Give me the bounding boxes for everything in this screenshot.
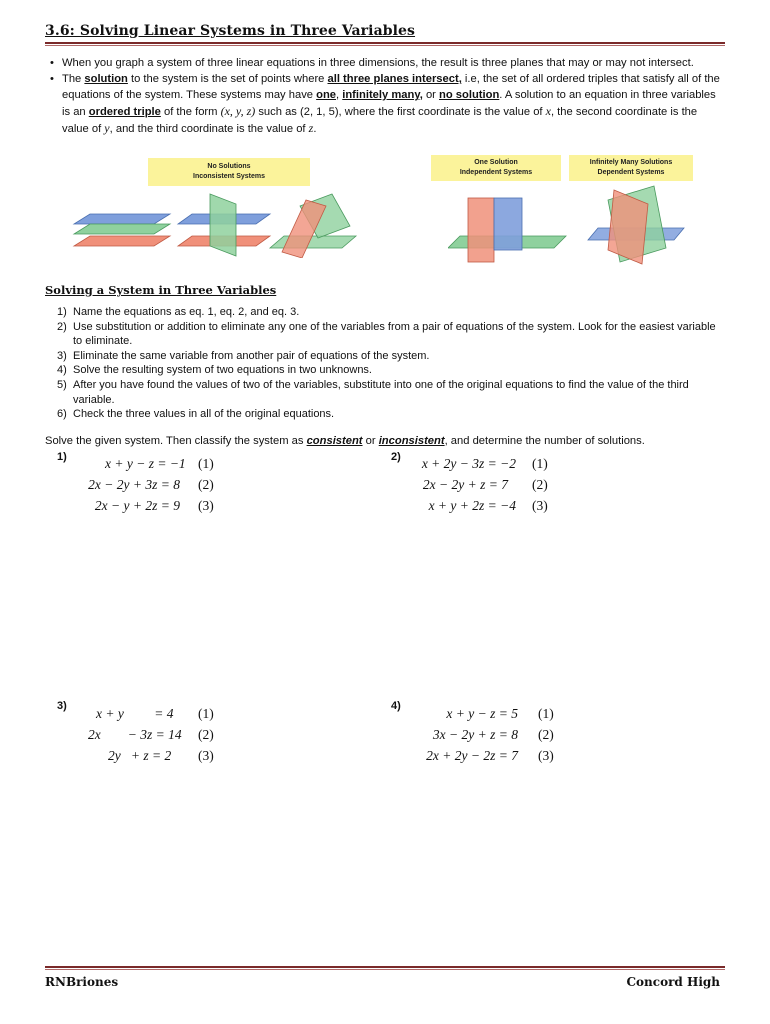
step-item [57, 407, 717, 422]
problem-3-number: 3) [57, 700, 67, 712]
equation: x + 2y − 3z = −2 [421, 456, 516, 471]
problem-3-eq-1 [96, 706, 173, 722]
label-line: No Solutions [207, 163, 251, 170]
section-heading: Solving a System in Three Variables [45, 283, 277, 297]
term-consistent: consistent [306, 435, 363, 447]
math-y: y [104, 121, 110, 135]
step-text: Solve the resulting system of two equations in two unknowns. [73, 364, 372, 377]
equation: x + y + 2z = −4 [428, 498, 516, 513]
parallel-planes-diagram [74, 214, 170, 246]
problem-2-tag-3: (3) [532, 498, 548, 513]
footer-rule [45, 966, 725, 968]
equation: 2x − 3z = 14 [88, 727, 182, 742]
step-text: Use substitution or addition to eliminate any one of the variables from a pair of equations of the system. Look for the easiest variable to eliminate. [73, 320, 716, 348]
text-run: or [422, 89, 440, 101]
term-ordered-triple: ordered triple [88, 106, 161, 118]
step-number: 4) [57, 364, 67, 377]
problem-4-tag-3: (3) [538, 748, 554, 763]
problem-1-eq-3 [90, 498, 180, 514]
problem-2-eq-2 [420, 477, 508, 493]
step-number: 3) [57, 349, 67, 362]
term-all-three-planes: all three planes intersect, [327, 73, 462, 85]
step-text: Check the three values in all of the original equations. [73, 408, 335, 421]
text-run: , and determine the number of solutions. [444, 435, 645, 447]
step-number: 1) [57, 306, 67, 318]
step-item [57, 305, 717, 320]
text-run: to the system is the set of points where [127, 73, 328, 85]
step-text: Eliminate the same variable from another pair of equations of the system. [73, 349, 430, 362]
consistent-planes-diagrams [448, 184, 688, 266]
problem-3-tag-1: (1) [198, 706, 214, 721]
problem-3-tag-2: (2) [198, 727, 214, 742]
term-solution: solution [84, 73, 128, 85]
problem-2-eq-3 [420, 498, 516, 514]
text-run: such as (2, 1, 5), where the first coordinate is the value of [255, 106, 546, 118]
problem-1-tag-1: (1) [198, 456, 214, 471]
problem-1-number: 1) [57, 451, 67, 463]
text-run: The [62, 73, 85, 85]
footer-rule-thin [45, 969, 725, 970]
problem-1-tag-2: (2) [198, 477, 214, 492]
label-line: Inconsistent Systems [193, 173, 265, 180]
text-run: . A solution to an equation in three variables is an [62, 89, 716, 118]
term-no-solution: no solution [439, 89, 500, 101]
page-title: 3.6: Solving Linear Systems in Three Variables [45, 23, 416, 39]
term-one: one [316, 89, 337, 101]
step-item [57, 378, 717, 407]
problem-3-eq-3 [108, 748, 171, 764]
step-item [57, 320, 717, 349]
problem-4-number: 4) [391, 700, 401, 712]
step-number: 6) [57, 408, 67, 421]
text-run: i.e, the set of all ordered triples that satisfy all of the equations of the system. These systems may have [62, 73, 720, 101]
text-run: , and the third coordinate is the value of [109, 123, 309, 135]
term-inconsistent: inconsistent [378, 435, 445, 447]
problem-4-eq-2 [420, 727, 518, 743]
instructions [45, 435, 645, 447]
math-form: (x, y, z) [220, 104, 256, 118]
text-run: Solve the given system. Then classify the system as [45, 435, 307, 447]
header-rule [45, 42, 725, 44]
step-number: 5) [57, 378, 67, 391]
problem-4-tag-1: (1) [538, 706, 554, 721]
problem-2-number: 2) [391, 451, 401, 463]
step-text: Name the equations as eq. 1, eq. 2, and eq. 3. [73, 306, 300, 318]
equation: x + y = 4 [96, 706, 174, 721]
problem-2-eq-1 [420, 456, 516, 472]
math-x: x [545, 104, 551, 118]
intro-bullet-2 [50, 71, 720, 137]
label-line: One Solution [474, 159, 518, 166]
equation: 2x − y + 2z = 9 [94, 498, 180, 513]
text-run: or [362, 435, 379, 447]
equation: 2y + z = 2 [108, 748, 172, 763]
label-line: Infinitely Many Solutions [589, 159, 673, 166]
two-parallel-one-crossing-diagram [178, 194, 270, 256]
problem-3-eq-2 [88, 727, 182, 743]
label-line: Independent Systems [459, 169, 533, 176]
problem-4-tag-2: (2) [538, 727, 554, 742]
text-run: of the form [160, 106, 221, 118]
label-no-solutions [148, 158, 310, 186]
problem-4-eq-3 [418, 748, 518, 764]
footer-school: Concord High [626, 975, 720, 989]
pairwise-intersecting-diagram [270, 194, 356, 258]
equation: 2x − 2y + z = 7 [422, 477, 508, 492]
step-item [57, 363, 717, 378]
equation: x + y − z = 5 [446, 706, 518, 721]
equation: x + y − z = −1 [105, 456, 186, 471]
header-rule-thin [45, 45, 725, 46]
label-one-solution [431, 155, 561, 181]
label-infinite-solutions [569, 155, 693, 181]
text-run: , [336, 89, 343, 101]
problem-2-tag-2: (2) [532, 477, 548, 492]
text-run: . [313, 123, 317, 135]
problem-4-eq-1 [430, 706, 518, 722]
inconsistent-planes-diagrams [70, 186, 370, 258]
footer-author: RNBriones [45, 975, 119, 989]
intro-bullet-1: • When you graph a system of three linear equations in three dimensions, the result is three planes that may or may not intersect. [50, 55, 720, 71]
equation: 3x − 2y + z = 8 [432, 727, 518, 742]
term-infinitely-many: infinitely many, [342, 89, 423, 101]
math-z: z [308, 121, 314, 135]
infinite-solutions-diagram [588, 186, 684, 264]
step-text: After you have found the values of two of the variables, substitute into one of the original equations to find the value of the third variable. [73, 378, 689, 406]
step-item [57, 349, 717, 364]
steps-list [57, 305, 717, 422]
problem-1-eq-2 [88, 477, 180, 493]
problem-1-tag-3: (3) [198, 498, 214, 513]
equation: 2x + 2y − 2z = 7 [426, 748, 518, 763]
one-solution-diagram [448, 198, 566, 262]
problem-2-tag-1: (1) [532, 456, 548, 471]
step-number: 2) [57, 320, 67, 333]
equation: 2x − 2y + 3z = 8 [88, 477, 180, 492]
problem-3-tag-3: (3) [198, 748, 214, 763]
label-line: Dependent Systems [597, 169, 665, 176]
problem-1-eq-1 [105, 456, 186, 472]
intro-bullets [50, 55, 720, 137]
text-run: , the second coordinate is the value of [62, 106, 698, 135]
